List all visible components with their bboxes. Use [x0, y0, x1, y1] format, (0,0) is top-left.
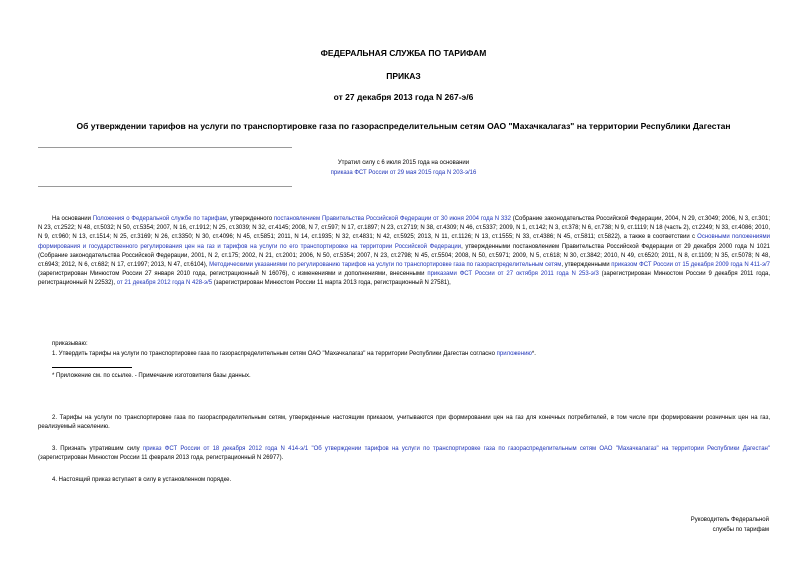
item-1-text: 1. Утвердить тарифы на услуги по транспортировке газа по газораспределительным сетям ОАО "Махачкалагаз" на территории Республики Дагестан согласно	[52, 351, 497, 357]
document-title: Об утверждении тарифов на услуги по транспортировке газа по газораспределительным сетям ОАО "Махачкалагаз" на территории Республики Дагестан	[76, 121, 731, 131]
document-type: ПРИКАЗ	[386, 71, 421, 81]
document-date-number: от 27 декабря 2013 года N 267-э/6	[333, 92, 474, 102]
divider-top	[38, 147, 292, 148]
link-methodical-guidelines[interactable]: Методическими указаниями по регулированию тарифов на услуги по транспортировке газа по газораспределительным сетям	[209, 262, 562, 269]
organization-name: ФЕДЕРАЛЬНАЯ СЛУЖБА ПО ТАРИФАМ	[320, 48, 487, 58]
item-2: 2. Тарифы на услуги по транспортировке газа по газораспределительным сетям, утвержденные настоящим приказом, учитываются при формировании цен на газ для конечных потребителей, в том числе при формировании розничных цен на газ, реализуемый населению.	[38, 415, 770, 431]
preamble-text: , утвержденного	[226, 216, 274, 222]
preamble-text: (зарегистрирован Минюстом России 11 марта 2013 года, регистрационный N 27581),	[212, 280, 451, 287]
divider-bottom	[38, 186, 292, 187]
link-appendix[interactable]: приложению	[496, 351, 532, 357]
preamble-text: , утвержденными постановлением Правительства Российской Федерации от 29 декабря 2000 года N 1021	[461, 243, 770, 250]
item-3	[38, 445, 770, 463]
link-order-411[interactable]: приказом ФСТ России от 15 декабря 2009 года N 411-э/7	[611, 262, 771, 269]
signature-title-line-2: службы по тарифам	[712, 527, 769, 533]
item-4: 4. Настоящий приказ вступает в силу в установленном порядке.	[52, 477, 232, 483]
status-link-line	[0, 168, 807, 179]
preamble-paragraph	[38, 215, 770, 289]
link-order-414[interactable]: приказ ФСТ России от 18 декабря 2012 года N 414-э/1 "Об утверждении тарифов на услуги по транспортировке газа по газораспределительным сетям ОАО "Махачкалагаз" на территории Республики Дагестан"	[142, 446, 770, 452]
item-3-text: 3. Признать утратившим силу	[52, 446, 143, 452]
preamble-text: (зарегистрирован Минюстом России 27 января 2010 года, регистрационный N 16076), с изменениями и дополнениями, внесенными	[38, 271, 428, 278]
link-order-428[interactable]: от 21 декабря 2012 года N 428-э/5	[116, 280, 213, 287]
preamble-text: (Собрание законодательства Российской Федерации, 2004, N 29, ст.3049; 2006, N 3, ст.301; N 23, ст.2522; N 48, ст.5032; N 50, ст.5354; 2007, N 16, ст.1912; N 25, ст.3039; N 32, ст.4145; 2008, N 7, ст.597; N 17, ст.1897; N 23, ст.2719; N 38, ст.4309; N 46, ст.5337; 2009, N 1, ст.142; N 3, ст.378; N 6, ст.738; N 9, ст.1119; N 18 (часть 2), ст.2249; N 33, ст.4086; 2010, N 9, ст.960; N 13, ст.1514; N 25, ст.3169; N 26, ст.3350; N 30, ст.4096; N 45, ст.5851; 2011, N 14, ст.1935; N 32, ст.4831; N 42, ст.5925; 2013, N 11, ст.1126; N 13, ст.1555; N 33, ст.4386; N 45, ст.5811; ст.5822), а также в соответствии с	[38, 216, 770, 241]
preamble-text: (Собрание законодательства Российской Федерации, 2001, N 2, ст.175; 2002, N 21, ст.2001; 2006, N 50, ст.5354; 2007, N 23, ст.2798; N 45, ст.5504; 2008, N 50, ст.5971; 2009, N 5, ст.618; N 30, ст.3842; 2010, N 49, ст.6520; 2011, N 8, ст.1109; N 35, ст.5078; N 48, ст.6943; 2012, N 6, ст.682; N 17, ст.1997; 2013, N 47, ст.6104),	[38, 252, 770, 269]
item-3-end: (зарегистрирован Минюстом России 11 февраля 2013 года, регистрационный N 26977).	[38, 455, 284, 462]
item-1-end: *.	[531, 351, 536, 357]
preamble-text: , утвержденными	[561, 262, 612, 269]
link-regulation-fst[interactable]: Положения о Федеральной службе по тарифам	[92, 216, 227, 222]
link-order-253[interactable]: приказами ФСТ России от 27 октября 2011 года N 253-э/3	[427, 271, 599, 278]
link-resolution-332[interactable]: постановлением Правительства Российской Федерации от 30 июня 2004 года N 332	[273, 216, 511, 222]
item-1	[38, 350, 770, 359]
order-word: приказываю:	[52, 341, 88, 347]
link-basic-provisions[interactable]: Основными положениями формирования и государственного регулирования цен на газ и тарифов на услуги по его транспортировке на территории Российской Федерации	[38, 234, 771, 250]
preamble-text: На основании	[52, 216, 93, 222]
footnote-divider	[52, 367, 132, 368]
footnote: * Приложение см. по ссылке. - Примечание изготовителя базы данных.	[52, 373, 251, 379]
signature-title-line-1: Руководитель Федеральной	[690, 517, 769, 523]
status-link[interactable]: приказа ФСТ России от 29 мая 2015 года N 203-э/16	[330, 170, 477, 176]
preamble-text: (зарегистрирован Минюстом России 9 декабря 2011 года, регистрационный N 22532),	[38, 271, 770, 287]
status-text: Утратил силу с 6 июля 2015 года на основании	[337, 160, 470, 166]
